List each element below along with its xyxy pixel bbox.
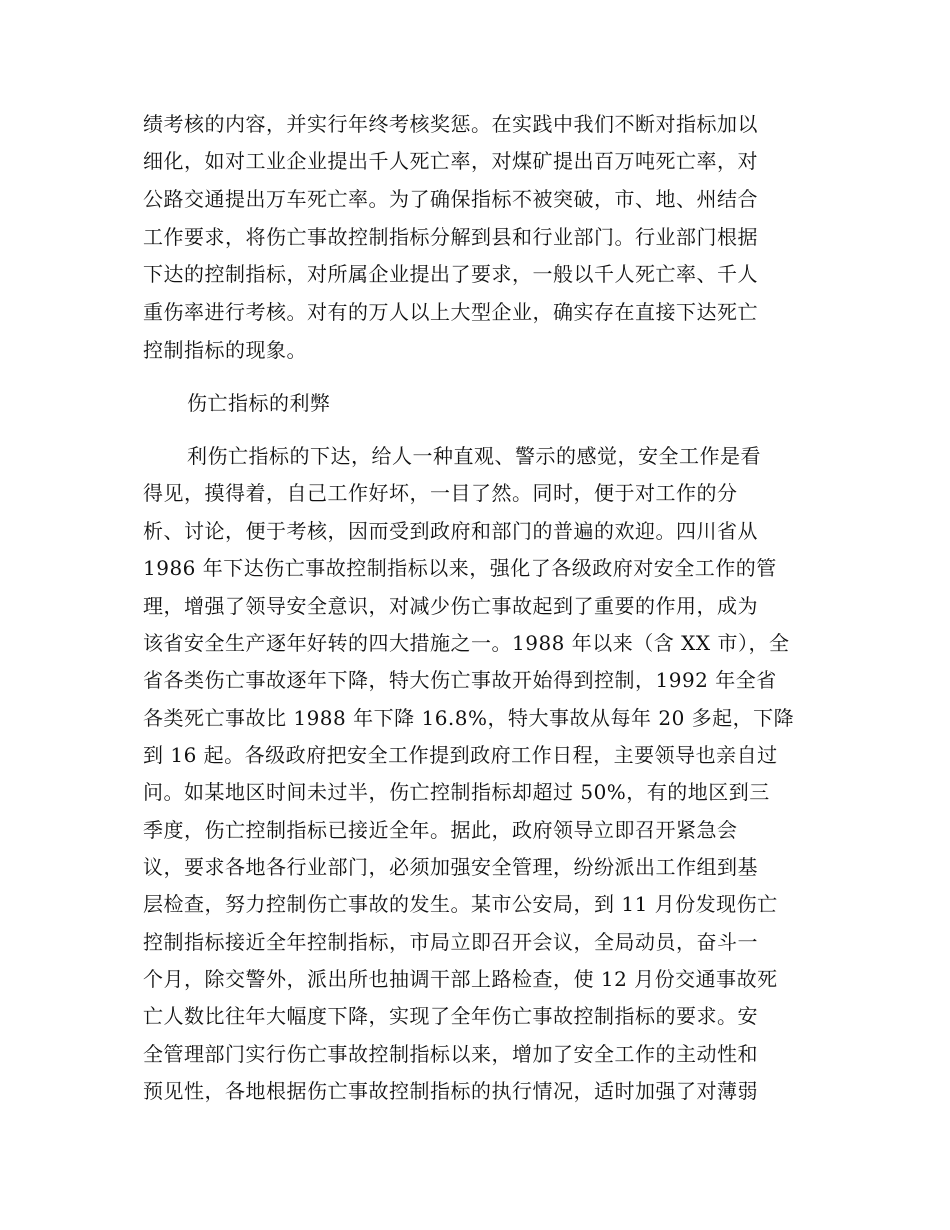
paragraph-line: 问。如某地区时间未过半，伤亡控制指标却超过 50%，有的地区到三 [143, 780, 770, 804]
paragraph-line: 析、讨论，便于考核，因而受到政府和部门的普遍的欢迎。四川省从 [143, 519, 758, 543]
paragraph-line: 议，要求各地各行业部门，必须加强安全管理，纷纷派出工作组到基 [143, 855, 758, 879]
section-heading: 伤亡指标的利弊 [187, 391, 331, 415]
paragraph-line: 亡人数比往年大幅度下降，实现了全年伤亡事故控制指标的要求。安 [143, 1004, 758, 1028]
paragraph-line: 季度，伤亡控制指标已接近全年。据此，政府领导立即召开紧急会 [143, 818, 738, 842]
paragraph-line: 利伤亡指标的下达，给人一种直观、警示的感觉，安全工作是看 [187, 444, 761, 468]
paragraph-line: 层检查，努力控制伤亡事故的发生。某市公安局，到 11 月份发现伤亡 [143, 892, 778, 916]
paragraph-line: 到 16 起。各级政府把安全工作提到政府工作日程，主要领导也亲自过 [143, 743, 778, 767]
paragraph-line: 理，增强了领导安全意识，对减少伤亡事故起到了重要的作用，成为 [143, 594, 758, 618]
paragraph-line: 省各类伤亡事故逐年下降，特大伤亡事故开始得到控制，1992 年全省 [143, 668, 777, 692]
paragraph-line: 控制指标的现象。 [143, 338, 307, 362]
paragraph-line: 该省安全生产逐年好转的四大措施之一。1988 年以来（含 XX 市），全 [143, 631, 790, 655]
paragraph-line: 各类死亡事故比 1988 年下降 16.8%，特大事故从每年 20 多起，下降 [143, 706, 795, 730]
paragraph-line: 工作要求，将伤亡事故控制指标分解到县和行业部门。行业部门根据 [143, 225, 758, 249]
paragraph-line: 得见，摸得着，自己工作好坏，一目了然。同时，便于对工作的分 [143, 481, 738, 505]
paragraph-line: 细化，如对工业企业提出千人死亡率，对煤矿提出百万吨死亡率，对 [143, 149, 758, 173]
paragraph-line: 公路交通提出万车死亡率。为了确保指标不被突破，市、地、州结合 [143, 187, 758, 211]
paragraph-line: 下达的控制指标，对所属企业提出了要求，一般以千人死亡率、千人 [143, 262, 758, 286]
paragraph-line: 1986 年下达伤亡事故控制指标以来，强化了各级政府对安全工作的管 [143, 556, 777, 580]
paragraph-line: 预见性，各地根据伤亡事故控制指标的执行情况，适时加强了对薄弱 [143, 1079, 758, 1103]
paragraph-line: 全管理部门实行伤亡事故控制指标以来，增加了安全工作的主动性和 [143, 1042, 758, 1066]
paragraph-line: 绩考核的内容，并实行年终考核奖惩。在实践中我们不断对指标加以 [143, 112, 758, 136]
paragraph-line: 重伤率进行考核。对有的万人以上大型企业，确实存在直接下达死亡 [143, 300, 758, 324]
paragraph-line: 个月，除交警外，派出所也抽调干部上路检查，使 12 月份交通事故死 [143, 967, 778, 991]
paragraph-line: 控制指标接近全年控制指标，市局立即召开会议，全局动员，奋斗一 [143, 930, 758, 954]
